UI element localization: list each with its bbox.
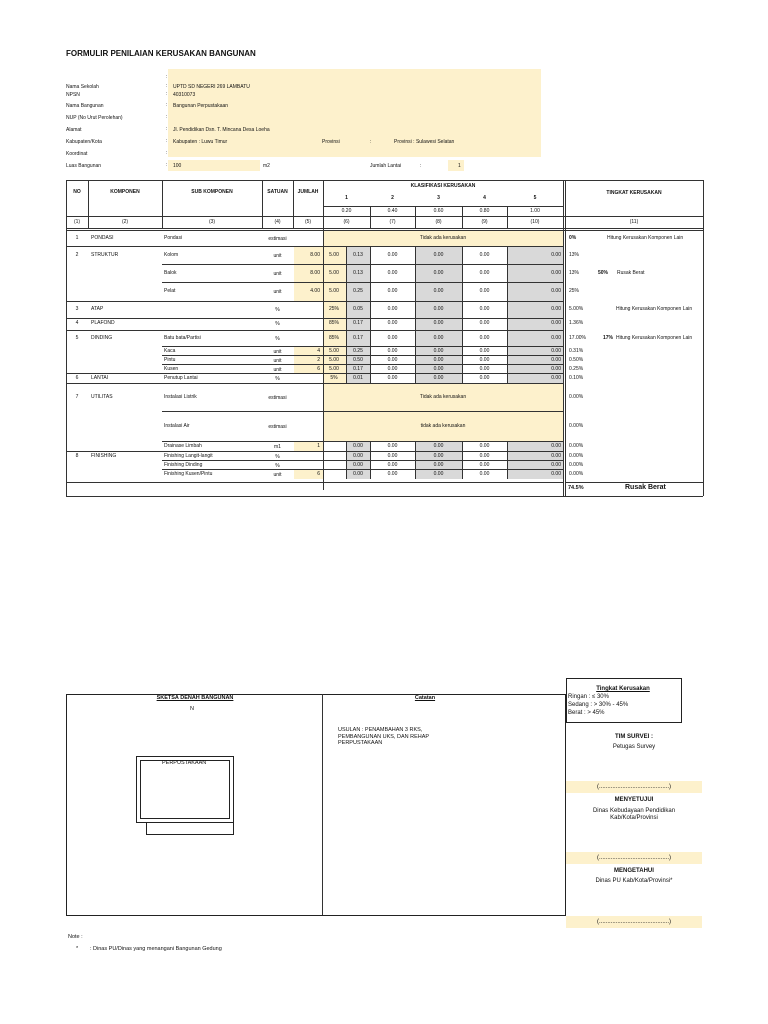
row-class-1b: 0.00	[353, 453, 363, 459]
header-klasifikasi: KLASIFIKASI KERUSAKAN	[410, 183, 476, 189]
row-satuan: m1	[274, 444, 281, 450]
row-class-3: 0.00	[433, 453, 444, 459]
info-label: NPSN	[66, 92, 80, 98]
info-label: Nama Sekolah	[66, 84, 99, 90]
row-class-2: 0.00	[387, 453, 398, 459]
row-tingkat: 0.00%	[569, 453, 584, 459]
row-no: 7	[75, 394, 79, 400]
row-satuan: unit	[273, 349, 282, 355]
row-class-4: 0.00	[479, 366, 490, 372]
row-jumlah: 8.00	[310, 270, 320, 276]
row-class-1b: 0.17	[353, 320, 363, 326]
row-satuan: estimasi	[268, 395, 287, 401]
row-class-5: 0.00	[551, 320, 561, 326]
row-class-1a: 5%	[330, 375, 338, 381]
header-index: (3)	[208, 219, 216, 225]
header-komponen: KOMPONEN	[110, 189, 140, 195]
row-class-2: 0.00	[387, 270, 398, 276]
row-jumlah: 6	[317, 366, 320, 372]
header-index: (8)	[435, 219, 442, 225]
row-class-3: 0.00	[433, 252, 444, 258]
row-jumlah: 8.00	[310, 252, 320, 258]
row-class-5: 0.00	[551, 288, 561, 294]
row-komponen: LANTAI	[91, 375, 109, 381]
row-class-2: 0.00	[387, 366, 398, 372]
floor-count-value: 1	[458, 163, 461, 169]
row-class-1b: 0.00	[353, 443, 363, 449]
row-satuan: %	[275, 463, 280, 469]
row-class-1a: 25%	[328, 306, 339, 312]
row-class-2: 0.00	[387, 375, 398, 381]
header-index: (4)	[274, 219, 281, 225]
header-satuan: SATUAN	[267, 189, 288, 195]
row-tingkat: 13%	[569, 270, 580, 276]
row-class-1a: 5.00	[329, 348, 339, 354]
total-pct: 74.5%	[568, 485, 584, 491]
row-tingkat: 13%	[569, 252, 580, 258]
row-class-4: 0.00	[479, 443, 490, 449]
footnote-label: Note :	[68, 934, 83, 940]
row-class-5: 0.00	[551, 270, 561, 276]
row-class-4: 0.00	[479, 306, 490, 312]
info-value: 100	[173, 163, 182, 169]
row-satuan: unit	[273, 358, 282, 364]
row-class-4: 0.00	[479, 288, 490, 294]
row-tingkat: 0.10%	[569, 375, 584, 381]
header-weight-2: 0.40	[387, 208, 398, 214]
row-class-5: 0.00	[551, 335, 561, 341]
header-class-5: 5	[533, 195, 537, 201]
row-tingkat: 0.00%	[569, 471, 584, 477]
struktur-label: Rusak Berat	[617, 270, 645, 276]
row-tingkat: 0.00%	[569, 394, 584, 400]
row-satuan: unit	[273, 367, 282, 373]
row-jumlah: 4	[317, 348, 320, 354]
row-class-1b: 0.05	[353, 306, 363, 312]
row-class-3: 0.00	[433, 357, 444, 363]
row-jumlah: 2	[317, 357, 320, 363]
header-class-1: 1	[345, 195, 348, 201]
row-class-5: 0.00	[551, 443, 561, 449]
header-class-4: 4	[483, 195, 486, 201]
row-class-1a: 5.00	[329, 252, 339, 258]
row-class-5: 0.00	[551, 306, 561, 312]
row-no: 6	[75, 375, 79, 381]
row-class-2: 0.00	[387, 348, 398, 354]
row-class-2: 0.00	[387, 288, 398, 294]
survey-team-label: TIM SURVEI :	[615, 734, 653, 740]
header-class-3: 3	[437, 195, 440, 201]
row-class-5: 0.00	[551, 357, 561, 363]
info-label: Nama Bangunan	[66, 103, 104, 109]
header-index: (7)	[389, 219, 396, 225]
page-title: FORMULIR PENILAIAN KERUSAKAN BANGUNAN	[66, 49, 256, 58]
header-no: NO	[73, 189, 81, 195]
row-sub-komponen: Instalasi Air	[164, 423, 190, 429]
row-class-5: 0.00	[551, 252, 561, 258]
row-no: 5	[75, 335, 79, 341]
area-unit: m2	[263, 163, 270, 169]
header-jumlah: JUMLAH	[297, 189, 319, 195]
header-weight-1: 0.20	[341, 208, 352, 214]
row-tingkat: 0.00%	[569, 443, 584, 449]
row-sub-komponen: Kolom	[164, 252, 179, 258]
row-komponen: PLAFOND	[91, 320, 115, 326]
row-satuan: %	[275, 321, 280, 327]
row-sub-komponen: Pelat	[164, 288, 176, 294]
row-class-3: 0.00	[433, 471, 444, 477]
row-class-5: 0.00	[551, 366, 561, 372]
row-class-1b: 0.00	[353, 462, 363, 468]
row-class-1b: 0.01	[353, 375, 363, 381]
row-satuan: unit	[273, 271, 282, 277]
row-tingkat: 0.25%	[569, 366, 584, 372]
row-class-2: 0.00	[387, 252, 398, 258]
notes-title: Catatan	[414, 695, 436, 701]
info-value: Jl. Pendidikan Dsn. T. Mincana Desa Loeha	[173, 127, 270, 133]
row-class-1a: 85%	[328, 320, 339, 326]
row-komponen: PONDASI	[91, 235, 114, 241]
row-class-1a: 5.00	[329, 366, 339, 372]
info-label: Kabupaten/Kota	[66, 139, 102, 145]
row-sub-komponen: Pondasi	[164, 235, 183, 241]
row-tingkat: 0.50%	[569, 357, 584, 363]
row-sub-komponen: Finishing Kusen/Pintu	[164, 471, 213, 477]
row-class-1b: 0.13	[353, 270, 363, 276]
row-class-1b: 0.17	[353, 366, 363, 372]
header-index: (9)	[481, 219, 488, 225]
row-jumlah: 1	[317, 443, 320, 449]
row-class-3: 0.00	[433, 306, 444, 312]
row-class-4: 0.00	[479, 462, 490, 468]
row-class-4: 0.00	[479, 357, 490, 363]
row-class-4: 0.00	[479, 471, 490, 477]
row-sub-komponen: Drainase Limbah	[164, 443, 202, 449]
row-class-4: 0.00	[479, 453, 490, 459]
row-komponen: FINISHING	[91, 453, 117, 459]
row-class-1b: 0.25	[353, 288, 363, 294]
row-satuan: unit	[273, 289, 282, 295]
row-class-1b: 0.17	[353, 335, 363, 341]
row-sub-komponen: Batu bata/Partisi	[164, 335, 201, 341]
row-class-5: 0.00	[551, 462, 561, 468]
row-class-3: 0.00	[433, 335, 444, 341]
row-komponen: UTILITAS	[91, 394, 113, 400]
row-class-5: 0.00	[551, 375, 561, 381]
row-class-5: 0.00	[551, 348, 561, 354]
row-note: Hitung Kerusakan Komponen Lain	[607, 235, 684, 241]
total-label: Rusak Berat	[625, 484, 666, 491]
row-class-1b: 0.00	[353, 471, 363, 477]
signature-line-2: (..........................................)	[566, 852, 702, 864]
row-no: 3	[75, 306, 79, 312]
row-class-2: 0.00	[387, 335, 398, 341]
info-value: 40310073	[173, 92, 196, 98]
info-label: Alamat	[66, 127, 82, 133]
row-class-1a: 85%	[328, 335, 339, 341]
signature-line-1: (..........................................)	[566, 781, 702, 793]
info-label: Koordinat	[66, 151, 88, 157]
row-class-1a: 5.00	[329, 357, 339, 363]
row-sub-komponen: Penutup Lantai	[164, 375, 198, 381]
row-sub-komponen: Finishing Langit-langit	[164, 453, 213, 459]
row-class-2: 0.00	[387, 471, 398, 477]
north-arrow: N	[190, 706, 194, 712]
row-satuan: unit	[273, 253, 282, 259]
row-class-4: 0.00	[479, 320, 490, 326]
row-jumlah: 6	[317, 471, 320, 477]
header-index: (1)	[73, 219, 81, 225]
row-class-4: 0.00	[479, 252, 490, 258]
header-index: (2)	[121, 219, 129, 225]
row-no: 8	[75, 453, 79, 459]
row-tingkat: 5.00%	[569, 306, 584, 312]
info-value: Kabupaten : Luwu Timur	[173, 139, 228, 145]
sketch-title: SKETSA DENAH BANGUNAN	[156, 695, 234, 701]
signature-line-3: (..........................................)	[566, 916, 702, 928]
row-no: 2	[75, 252, 79, 258]
damage-level-legend	[566, 678, 682, 723]
row-tingkat: 0.00%	[569, 462, 584, 468]
row-tingkat: 0.00%	[569, 423, 584, 429]
room-label: PERPUSTAKAAN	[162, 760, 207, 766]
header-tingkat: TINGKAT KERUSAKAN	[606, 190, 662, 196]
header-weight-4: 0.80	[479, 208, 490, 214]
row-class-3: 0.00	[433, 348, 444, 354]
row-class-3: 0.00	[433, 375, 444, 381]
row-class-4: 0.00	[479, 375, 490, 381]
info-label: Luas Bangunan	[66, 163, 102, 169]
row-class-3: 0.00	[433, 462, 444, 468]
header-weight-5: 1.00	[530, 208, 540, 214]
provinsi-value: Provinsi : Sulawesi Selatan	[394, 139, 455, 145]
row-merged-status: tidak ada kerusakan	[420, 423, 466, 429]
row-no: 4	[75, 320, 79, 326]
row-class-2: 0.00	[387, 443, 398, 449]
row-sub-komponen: Balok	[164, 270, 177, 276]
row-class-1b: 0.25	[353, 348, 363, 354]
header-index: (6)	[343, 219, 350, 225]
row-class-3: 0.00	[433, 270, 444, 276]
row-class-5: 0.00	[551, 453, 561, 459]
row-satuan: %	[275, 376, 280, 382]
row-merged-status: Tidak ada kerusakan	[419, 394, 467, 400]
row-class-2: 0.00	[387, 462, 398, 468]
row-class-4: 0.00	[479, 270, 490, 276]
row-class-1a: 5.00	[329, 288, 339, 294]
row-tingkat: 0%	[569, 235, 577, 241]
row-class-3: 0.00	[433, 320, 444, 326]
row-class-1a: 5.00	[329, 270, 339, 276]
row-komponen: STRUKTUR	[91, 252, 119, 258]
row-no: 1	[75, 235, 79, 241]
row-group-pct: 17%	[603, 335, 614, 341]
info-value: Bangunan Perpustakaan	[173, 103, 229, 109]
row-tingkat: 17.00%	[569, 335, 586, 341]
row-komponen: DINDING	[91, 335, 113, 341]
header-sub-komponen: SUB KOMPONEN	[191, 189, 233, 195]
row-komponen: ATAP	[91, 306, 104, 312]
header-weight-3: 0.60	[433, 208, 444, 214]
row-sub-komponen: Pintu	[164, 357, 176, 363]
row-tingkat: 0.31%	[569, 348, 584, 354]
row-jumlah: 4.00	[310, 288, 320, 294]
row-class-5: 0.00	[551, 471, 561, 477]
row-note: Hitung Kerusakan Komponen Lain	[616, 306, 693, 312]
row-tingkat: 25%	[569, 288, 580, 294]
header-index: (10)	[530, 219, 540, 225]
header-class-2: 2	[391, 195, 394, 201]
struktur-pct: 50%	[598, 270, 609, 276]
row-class-3: 0.00	[433, 366, 444, 372]
header-index: (5)	[304, 219, 312, 225]
row-class-1b: 0.13	[353, 252, 363, 258]
row-class-4: 0.00	[479, 335, 490, 341]
row-satuan: %	[275, 307, 280, 313]
provinsi-label: Provinsi	[322, 139, 340, 145]
row-sub-komponen: Kusen	[164, 366, 179, 372]
row-note: Hitung Kerusakan Komponen Lain	[616, 335, 693, 341]
row-sub-komponen: Finishing Dinding	[164, 462, 203, 468]
row-satuan: estimasi	[268, 236, 287, 242]
row-satuan: %	[275, 336, 280, 342]
row-class-3: 0.00	[433, 443, 444, 449]
row-class-2: 0.00	[387, 357, 398, 363]
row-sub-komponen: Instalasi Listrik	[164, 394, 197, 400]
row-tingkat: 1.36%	[569, 320, 584, 326]
info-value: UPTD SD NEGERI 269 LAMBATU	[173, 84, 250, 90]
row-class-2: 0.00	[387, 320, 398, 326]
row-class-2: 0.00	[387, 306, 398, 312]
notes-text: USULAN : PENAMBAHAN 3 RKS, PEMBANGUNAN UKS, DAN REHAP PERPUSTAKAAN	[338, 727, 429, 746]
row-satuan: unit	[273, 472, 282, 478]
header-index: (11)	[629, 219, 639, 225]
row-satuan: %	[275, 454, 280, 460]
footnote-text: : Dinas PU/Dinas yang menangani Bangunan Gedung	[90, 946, 222, 952]
row-merged-status: Tidak ada kerusakan	[419, 235, 467, 241]
info-label: NUP (No Urut Perolehan)	[66, 115, 123, 121]
row-satuan: estimasi	[268, 424, 287, 430]
row-class-4: 0.00	[479, 348, 490, 354]
row-sub-komponen: Kaca	[164, 348, 176, 354]
floor-count-label: Jumlah Lantai	[370, 163, 402, 169]
row-class-1b: 0.50	[353, 357, 363, 363]
row-class-3: 0.00	[433, 288, 444, 294]
